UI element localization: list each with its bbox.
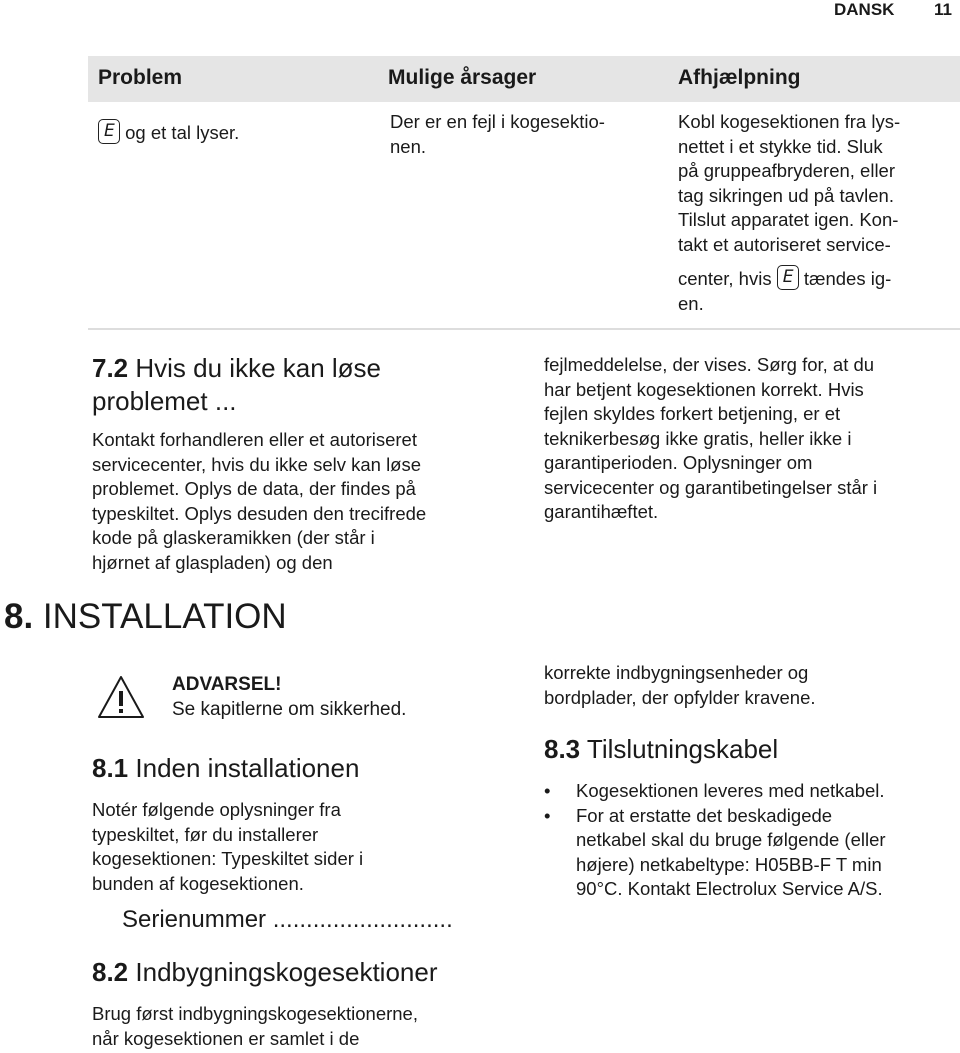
warning-triangle-icon xyxy=(96,674,146,720)
text-line: typeskiltet. Oplys desuden den trecifrede xyxy=(92,502,427,524)
section-8-heading xyxy=(4,597,287,637)
section-8-1-heading xyxy=(92,752,359,785)
remedy-line: Tilslut apparatet igen. Kon- xyxy=(678,209,899,230)
text-line: servicecenter, hvis du ikke selv kan løse xyxy=(92,453,422,475)
table-header-problem: Problem xyxy=(98,66,183,89)
problem-cell xyxy=(98,119,239,146)
remedy-line: tag sikringen ud på tavlen. xyxy=(678,184,894,206)
text-line: når kogesektionen er samlet i de xyxy=(92,1027,360,1049)
text-line: bordplader, der opfylder kravene. xyxy=(544,686,816,708)
text-line: Notér følgende oplysninger fra xyxy=(92,799,341,820)
remedy-line: takt et autoriseret service- xyxy=(678,233,891,255)
section-number: 8.3 xyxy=(544,734,581,764)
serial-number-field: Serienummer ........................... xyxy=(122,906,453,933)
text-line: har betjent kogesektionen korrekt. Hvis xyxy=(544,378,864,400)
section-7-2-text-left xyxy=(92,428,426,575)
section-title: INSTALLATION xyxy=(33,597,287,636)
section-number: 8. xyxy=(4,597,34,636)
section-7-2-text-right xyxy=(544,353,877,525)
text-line: garantihæftet. xyxy=(544,501,659,522)
text-line: fejlen skyldes forkert betjening, er et xyxy=(544,403,841,424)
section-8-1-text xyxy=(92,798,363,896)
text-line: problemet. Oplys de data, der findes på xyxy=(92,478,416,499)
text-line: • For at erstatte det beskadigede xyxy=(576,804,833,826)
remedy-line: nettet i et stykke tid. Sluk xyxy=(678,135,883,157)
text-line: hjørnet af glaspladen) og den xyxy=(92,551,333,573)
section-7-2-heading xyxy=(92,352,381,418)
text-line: typeskiltet, før du installerer xyxy=(92,823,319,845)
page-number: 11 xyxy=(934,0,952,19)
warning-text: Se kapitlerne om sikkerhed. xyxy=(172,699,407,720)
section-8-3-bullet-list xyxy=(544,779,954,902)
section-title: Indbygningskogesektioner xyxy=(128,957,438,987)
section-number: 7.2 xyxy=(92,353,129,383)
problem-text: og et tal lyser. xyxy=(125,122,240,143)
text-line: fejlmeddelelse, der vises. Sørg for, at du xyxy=(544,354,875,375)
warning-title: ADVARSEL! xyxy=(172,674,282,695)
text-line: bunden af kogesektionen. xyxy=(92,872,304,894)
text-line: 90°C. Kontakt Electrolux Service A/S. xyxy=(576,878,883,899)
text-line: kode på glaskeramikken (der står i xyxy=(92,527,375,548)
section-number: 8.1 xyxy=(92,753,129,783)
table-header-remedy: Afhjælpning xyxy=(678,66,801,89)
page-language-label: DANSK xyxy=(834,0,895,19)
section-8-2-text-left xyxy=(92,1002,418,1051)
cause-cell xyxy=(390,110,605,159)
text-line: • Kogesektionen leveres med netkabel. xyxy=(576,780,885,801)
error-e-icon xyxy=(777,265,799,290)
text-line: kogesektionen: Typeskiltet sider i xyxy=(92,848,364,869)
text-line: netkabel skal du bruge følgende (eller xyxy=(576,829,886,850)
remedy-line: en. xyxy=(678,292,704,314)
text-line: korrekte indbygningsenheder og xyxy=(544,662,809,683)
text-line: højere) netkabeltype: H05BB-F T min xyxy=(576,853,882,875)
text-line: servicecenter og garantibetingelser står i xyxy=(544,476,878,498)
section-title-line2: problemet ... xyxy=(92,386,237,416)
remedy-line-text: center, hvis xyxy=(678,268,772,289)
list-item xyxy=(544,779,954,804)
section-title: Hvis du ikke kan løse xyxy=(128,353,382,383)
text-line: Kontakt forhandleren eller et autoriseret xyxy=(92,429,417,450)
text-line: Brug først indbygningskogesektionerne, xyxy=(92,1003,418,1024)
section-title: Tilslutningskabel xyxy=(580,734,779,764)
list-item xyxy=(544,804,954,902)
text-line: garantiperioden. Oplysninger om xyxy=(544,452,813,473)
remedy-line xyxy=(678,265,900,292)
remedy-line: Kobl kogesektionen fra lys- xyxy=(678,111,901,132)
section-8-2-text-right xyxy=(544,661,816,710)
section-8-3-heading xyxy=(544,733,778,766)
table-header-causes: Mulige årsager xyxy=(388,66,537,89)
text-line: teknikerbesøg ikke gratis, heller ikke i xyxy=(544,427,852,449)
error-e-icon xyxy=(98,119,120,144)
cause-line: Der er en fejl i kogesektio- xyxy=(390,111,605,132)
remedy-line: på gruppeafbryderen, eller xyxy=(678,160,896,181)
cause-line: nen. xyxy=(390,135,427,157)
section-number: 8.2 xyxy=(92,957,129,987)
section-8-2-heading xyxy=(92,956,437,989)
remedy-cell xyxy=(678,110,900,316)
remedy-line-text: tændes ig- xyxy=(803,268,892,289)
section-title: Inden installationen xyxy=(128,753,360,783)
